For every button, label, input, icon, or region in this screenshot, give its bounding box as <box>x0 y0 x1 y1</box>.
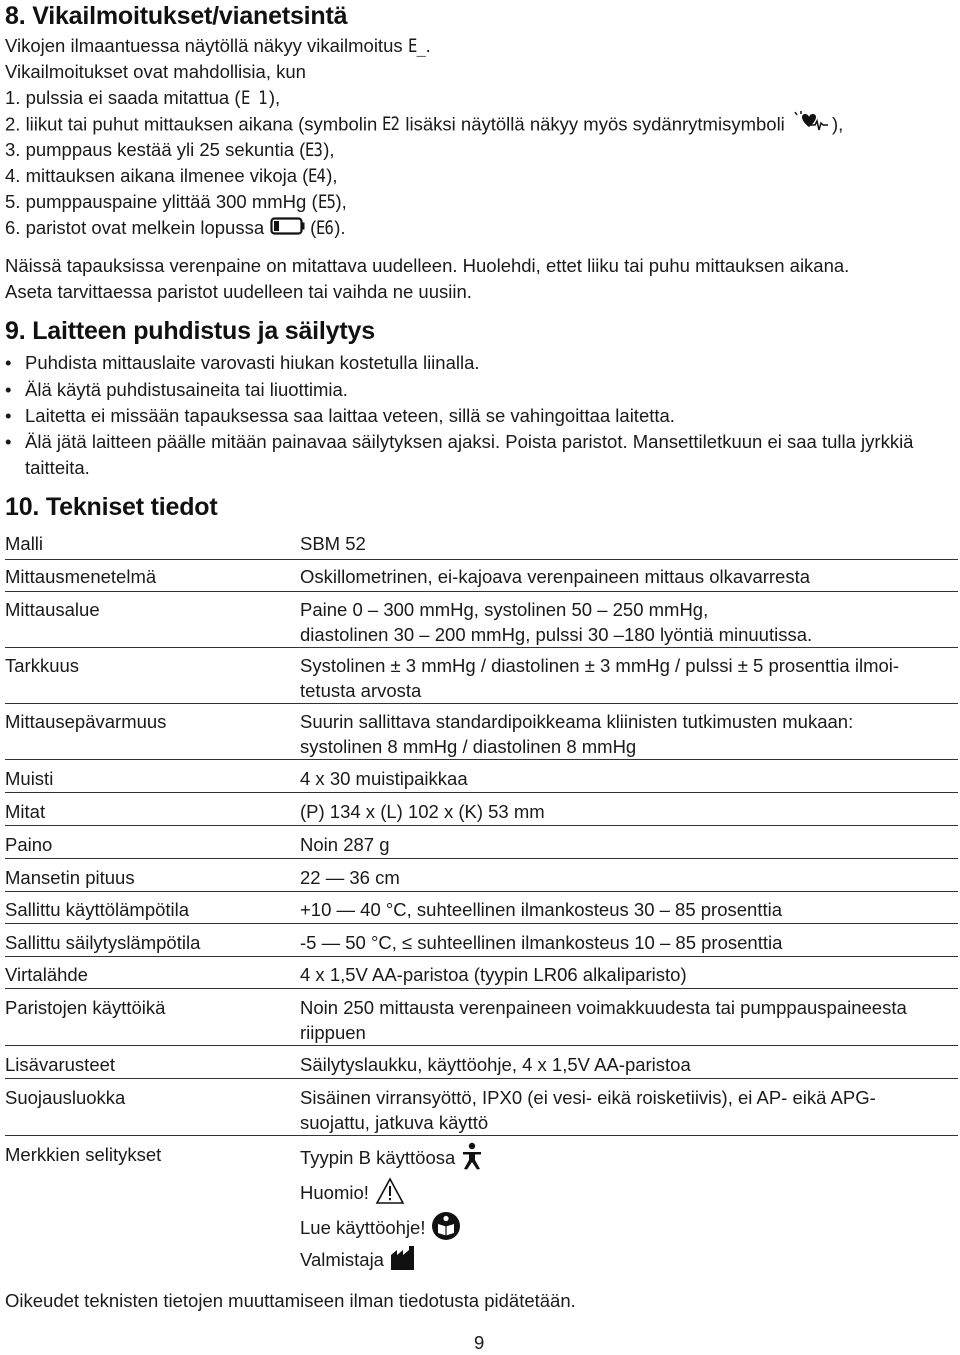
sec8-item-5: 5. pumppauspaine ylittää 300 mmHg (E5), <box>5 191 347 213</box>
spec-value: Suurin sallittava standardipoikkeama kliinisten tutkimusten mukaan: systolinen 8 mmHg / diastolinen 8 mmHg <box>300 711 854 757</box>
heart-rhythm-icon <box>792 111 830 140</box>
spec-key: Mittausmenetelmä <box>5 566 157 587</box>
sec8-possible: Vikailmoitukset ovat mahdollisia, kun <box>5 61 306 82</box>
spec-value: Säilytyslaukku, käyttöohje, 4 x 1,5V AA-paristoa <box>300 1054 691 1075</box>
sec8-item-6: 6. paristot ovat melkein lopussa (E6). <box>5 215 346 242</box>
manufacturer-factory-icon <box>390 1245 418 1277</box>
divider <box>5 891 958 892</box>
spec-key: Virtalähde <box>5 964 88 985</box>
spec-value: 22 — 36 cm <box>300 867 400 888</box>
error-code-e1: E 1 <box>240 87 267 109</box>
sec8-note-1: Näissä tapauksissa verenpaine on mitattava uudelleen. Huolehdi, ettet liiku tai puhu mittauksen aikana. <box>5 255 850 276</box>
section-9-title: 9. Laitteen puhdistus ja säilytys <box>5 317 375 345</box>
section-10-title: 10. Tekniset tiedot <box>5 493 218 521</box>
spec-value: Huomio! <box>300 1177 960 1211</box>
error-code-e3: E3 <box>305 139 323 161</box>
spec-value: Noin 250 mittausta verenpaineen voimakkuudesta tai pumppauspaineesta riippuen <box>300 997 907 1043</box>
spec-key: Lisävarusteet <box>5 1054 116 1075</box>
spec-key: Paristojen käyttöikä <box>5 997 166 1018</box>
divider <box>5 792 958 793</box>
spec-value: Lue käyttöohje! <box>300 1211 960 1247</box>
error-code-e5: E5 <box>317 191 335 213</box>
bullet-icon: • <box>5 405 12 426</box>
warning-triangle-icon <box>375 1177 405 1211</box>
bullet-icon: • <box>5 352 12 373</box>
spec-key: Mittausalue <box>5 599 100 620</box>
divider <box>5 1045 958 1046</box>
error-code-e2: E2 <box>382 113 400 136</box>
spec-value: Oskillometrinen, ei-kajoava verenpaineen mittaus olkavarresta <box>300 566 811 587</box>
divider <box>5 559 958 560</box>
divider <box>5 956 958 957</box>
sec8-item-3: 3. pumppaus kestää yli 25 sekuntia (E3), <box>5 139 335 161</box>
spec-value: 4 x 30 muistipaikkaa <box>300 768 468 789</box>
spec-key: Mitat <box>5 801 46 822</box>
spec-value: SBM 52 <box>300 533 366 554</box>
type-b-applied-part-icon <box>461 1142 483 1176</box>
bullet-icon: • <box>5 379 12 400</box>
divider <box>5 923 958 924</box>
divider <box>5 1078 958 1079</box>
spec-key: Malli <box>5 533 44 554</box>
error-code-e4: E4 <box>308 165 326 187</box>
spec-value: Valmistaja <box>300 1245 960 1277</box>
divider <box>5 759 958 760</box>
spec-key: Sallittu säilytyslämpötila <box>5 932 201 953</box>
spec-value: -5 — 50 °C, ≤ suhteellinen ilmankosteus 10 – 85 prosenttia <box>300 932 783 953</box>
spec-key: Mittausepävarmuus <box>5 711 167 732</box>
read-manual-icon <box>431 1211 461 1247</box>
spec-value: +10 — 40 °C, suhteellinen ilmankosteus 30 – 85 prosenttia <box>300 899 783 920</box>
divider <box>5 703 958 704</box>
spec-key: Tarkkuus <box>5 655 80 676</box>
spec-value: 4 x 1,5V AA-paristoa (tyypin LR06 alkaliparisto) <box>300 964 687 985</box>
spec-key: Merkkien selitykset <box>5 1144 162 1165</box>
spec-value: Systolinen ± 3 mmHg / diastolinen ± 3 mmHg / pulssi ± 5 prosenttia ilmoi- tetusta arvosta <box>300 655 900 701</box>
spec-value: Paine 0 – 300 mmHg, systolinen 50 – 250 mmHg, diastolinen 30 – 200 mmHg, pulssi 30 –180 lyöntiä minuutissa. <box>300 599 813 645</box>
sec8-note-2: Aseta tarvittaessa paristot uudelleen tai vaihda ne uusiin. <box>5 281 472 302</box>
footer-note: Oikeudet teknisten tietojen muuttamiseen ilman tiedotusta pidätetään. <box>5 1290 576 1311</box>
divider <box>5 647 958 648</box>
spec-value: (P) 134 x (L) 102 x (K) 53 mm <box>300 801 545 822</box>
bullet-icon: • <box>5 431 12 452</box>
spec-value: Tyypin B käyttöosa <box>300 1142 960 1176</box>
sec8-intro: Vikojen ilmaantuessa näytöllä näkyy vikailmoitus E_. <box>5 35 431 57</box>
spec-key: Paino <box>5 834 53 855</box>
section-8-title: 8. Vikailmoitukset/vianetsintä <box>5 2 348 30</box>
spec-key: Mansetin pituus <box>5 867 135 888</box>
divider <box>5 858 958 859</box>
spec-key: Suojausluokka <box>5 1087 126 1108</box>
spec-key: Muisti <box>5 768 54 789</box>
spec-value: Noin 287 g <box>300 834 390 855</box>
manual-page: 8. Vikailmoitukset/vianetsintä Vikojen ilmaantuessa näytöllä näkyy vikailmoitus E_. Vikailmoitukset ovat mahdollisia, kun 1. pulssia ei saada mitattua (E 1 ), 2. liikut tai puhut mittauksen aikana (symbolin E2 lisäksi näytöllä näkyy myös sydänrytmisymboli ), 3. pumppaus kestää yli 25 sekuntia (E3), 4. mittauksen aikana ilmenee vikoja (E4), 5. pumppauspaine ylittää 300 mmHg (E5), 6. paristot ovat melkein lopussa (E6). Näissä tapauksissa verenpaine on mitattava uudelleen. Huolehdi, ettet liiku tai puhu mittauksen aikana. Aseta tarvittaessa paristot uudelleen tai vaihda ne uusiin. 9. Laitteen puhdistus ja säilytys • Puhdista mittauslaite varovasti hiukan kostetulla liinalla. • Älä käytä puhdistusaineita tai liuottimia. • Laitetta ei missään tapauksessa saa laittaa veteen, sillä se vahingoittaa laitetta. • Älä jätä laitteen päälle mitään painavaa säilytyksen ajaksi. Poista paristot. Mansettiletkuun ei saa tulla jyrkkiä taitteita. 10. Tekniset tiedot Malli SBM 52 Mittausmenetelmä Oskillometrinen, ei-kajoava verenpaineen mittaus olkavarresta Mittausalue Paine 0 – 300 mmHg, systolinen 50 – 250 mmHg, diastolinen 30 – 200 mmHg, pulssi 30 –180 lyöntiä minuutissa. Tarkkuus Systolinen ± 3 mmHg / diastolinen ± 3 mmHg / pulssi ± 5 prosenttia ilmoi- tetusta arvosta Mittausepävarmuus Suurin sallittava standardipoikkeama kliinisten tutkimusten mukaan: systolinen 8 mmHg / diastolinen 8 mmHg Muisti 4 x 30 muistipaikkaa Mitat (P) 134 x (L) 102 x (K) 53 mm Paino Noin 287 g Mansetin pituus 22 — 36 cm Sallittu käyttölämpötila +10 — 40 °C, suhteellinen ilmankosteus 30 – 85 prosenttia Sallittu säilytyslämpötila -5 — 50 °C, ≤ suhteellinen ilmankosteus 10 – 85 prosenttia Virtalähde 4 x 1,5V AA-paristoa (tyypin LR06 alkaliparisto) Paristojen käyttöikä Noin 250 mittausta verenpaineen voimakkuudesta tai pumppauspaineesta riippuen Lisävarusteet Säilytyslaukku, käyttöohje, 4 x 1,5V AA-paristoa Suojausluokka Sisäinen virransyöttö, IPX0 (ei vesi- eikä roisketiivis), ei AP- eikä APG- suojattu, jatkuva käyttö Merkkien selitykset Tyypin B käyttöosa Huomio! Lue käyttöohje! Valmistaja Oikeudet teknisten tietojen muuttamiseen ilman tiedotusta pidätetään. 9 <box>0 0 960 1355</box>
sec8-item-1: 1. pulssia ei saada mitattua (E 1 ), <box>5 87 281 109</box>
divider <box>5 1135 958 1136</box>
error-code-generic: E_ <box>407 35 425 57</box>
page-number: 9 <box>474 1332 485 1353</box>
battery-low-icon <box>270 216 306 242</box>
divider <box>5 591 958 592</box>
spec-value: Sisäinen virransyöttö, IPX0 (ei vesi- eikä roisketiivis), ei AP- eikä APG- suojattu, jatkuva käyttö <box>300 1087 876 1133</box>
divider <box>5 825 958 826</box>
sec8-item-4: 4. mittauksen aikana ilmenee vikoja (E4), <box>5 165 338 187</box>
divider <box>5 988 958 989</box>
error-code-e6: E6 <box>316 217 334 239</box>
spec-key: Sallittu käyttölämpötila <box>5 899 190 920</box>
sec8-item-2: 2. liikut tai puhut mittauksen aikana (symbolin E2 lisäksi näytöllä näkyy myös sydänrytmisymboli ), <box>5 111 843 140</box>
